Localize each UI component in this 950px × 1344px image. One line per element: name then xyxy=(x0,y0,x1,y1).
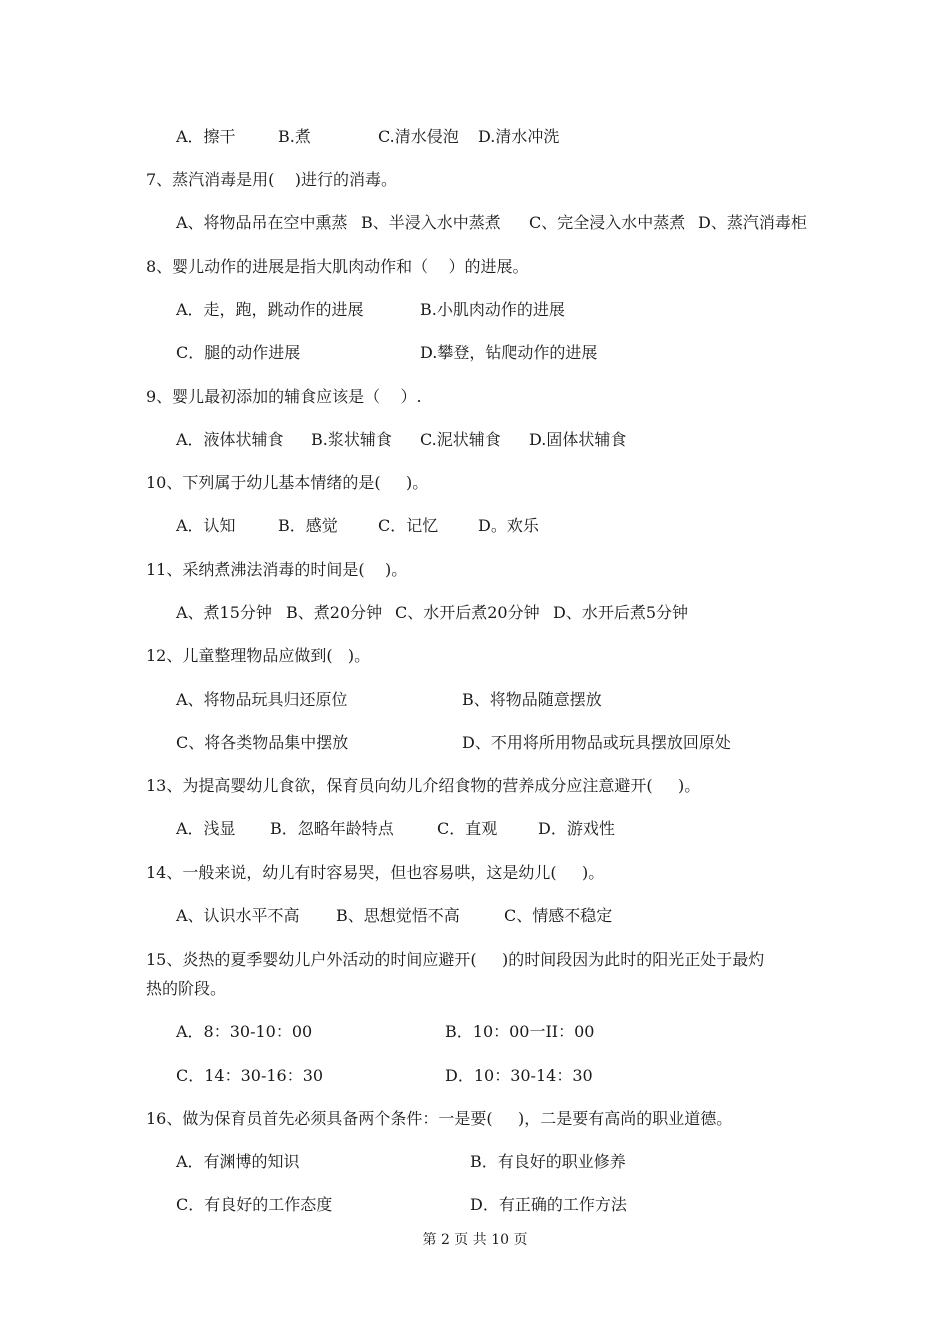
answer-option: A．8：30-10：00 xyxy=(176,1022,313,1041)
answer-option: D。欢乐 xyxy=(478,516,539,535)
answer-option: A、将物品玩具归还原位 xyxy=(176,690,348,709)
question-text: 14、一般来说，幼儿有时容易哭，但也容易哄，这是幼儿( )。 xyxy=(146,863,605,882)
answer-option: B．感觉 xyxy=(278,516,338,535)
answer-option: B、思想觉悟不高 xyxy=(336,906,460,925)
answer-option: D、蒸汽消毒柜 xyxy=(698,213,807,232)
answer-option: A．浅显 xyxy=(176,819,236,838)
answer-option: C、将各类物品集中摆放 xyxy=(176,733,349,752)
answer-option: C．记忆 xyxy=(378,516,439,535)
answer-option: A．有渊博的知识 xyxy=(176,1152,300,1171)
question-text: 7、蒸汽消毒是用( )进行的消毒。 xyxy=(146,170,398,189)
answer-option: C．有良好的工作态度 xyxy=(176,1195,333,1214)
answer-option: B．忽略年龄特点 xyxy=(270,819,394,838)
answer-option: A．认知 xyxy=(176,516,236,535)
answer-option: D．游戏性 xyxy=(538,819,615,838)
answer-option: A、认识水平不高 xyxy=(176,906,300,925)
question-text: 16、做为保育员首先必须具备两个条件：一是要( )，二是要有高尚的职业道德。 xyxy=(146,1109,733,1128)
page-footer: 第 2 页 共 10 页 xyxy=(422,1232,528,1248)
question-text: 15、炎热的夏季婴幼儿户外活动的时间应避开( )的时间段因为此时的阳光正处于最灼 xyxy=(146,950,765,969)
answer-option: B.煮 xyxy=(278,127,311,146)
question-text: 热的阶段。 xyxy=(146,979,227,998)
answer-option: C、完全浸入水中蒸煮 xyxy=(529,213,686,232)
answer-option: C.清水侵泡 xyxy=(378,127,459,146)
question-text: 9、婴儿最初添加的辅食应该是（ ）. xyxy=(146,387,422,406)
answer-option: C、情感不稳定 xyxy=(504,906,613,925)
answer-option: D、不用将所用物品或玩具摆放回原处 xyxy=(462,733,731,752)
answer-option: B．10：00一II：00 xyxy=(445,1022,595,1041)
answer-option: A．液体状辅食 xyxy=(176,430,284,449)
answer-option: C．直观 xyxy=(437,819,498,838)
answer-option: A．擦干 xyxy=(176,127,236,146)
answer-option: B、半浸入水中蒸煮 xyxy=(361,213,501,232)
answer-option: D．有正确的工作方法 xyxy=(470,1195,627,1214)
answer-option: B．有良好的职业修养 xyxy=(470,1152,626,1171)
answer-option: D．10：30-14：30 xyxy=(445,1066,593,1085)
answer-option: D.清水冲洗 xyxy=(478,127,560,146)
answer-option: A．走，跑，跳动作的进展 xyxy=(176,300,364,319)
question-text: 13、为提高婴幼儿食欲，保育员向幼儿介绍食物的营养成分应注意避开( )。 xyxy=(146,776,701,795)
question-text: 10、下列属于幼儿基本情绪的是( )。 xyxy=(146,473,429,492)
answer-option: B、将物品随意摆放 xyxy=(462,690,602,709)
answer-option: C．腿的动作进展 xyxy=(176,343,301,362)
answer-option: B、煮20分钟 xyxy=(286,603,383,622)
answer-option: D、水开后煮5分钟 xyxy=(553,603,689,622)
answer-option: D.攀登，钻爬动作的进展 xyxy=(420,343,598,362)
answer-option: D.固体状辅食 xyxy=(529,430,627,449)
answer-option: A、将物品吊在空中熏蒸 xyxy=(176,213,348,232)
answer-option: C．14：30-16：30 xyxy=(176,1066,324,1085)
answer-option: C.泥状辅食 xyxy=(420,430,501,449)
answer-option: B.小肌肉动作的进展 xyxy=(420,300,565,319)
question-text: 12、儿童整理物品应做到( )。 xyxy=(146,646,371,665)
answer-option: B.浆状辅食 xyxy=(311,430,392,449)
question-text: 8、婴儿动作的进展是指大肌肉动作和（ ）的进展。 xyxy=(146,257,529,276)
question-text: 11、采纳煮沸法消毒的时间是( )。 xyxy=(146,560,408,579)
answer-option: C、水开后煮20分钟 xyxy=(395,603,540,622)
answer-option: A、煮15分钟 xyxy=(176,603,272,622)
